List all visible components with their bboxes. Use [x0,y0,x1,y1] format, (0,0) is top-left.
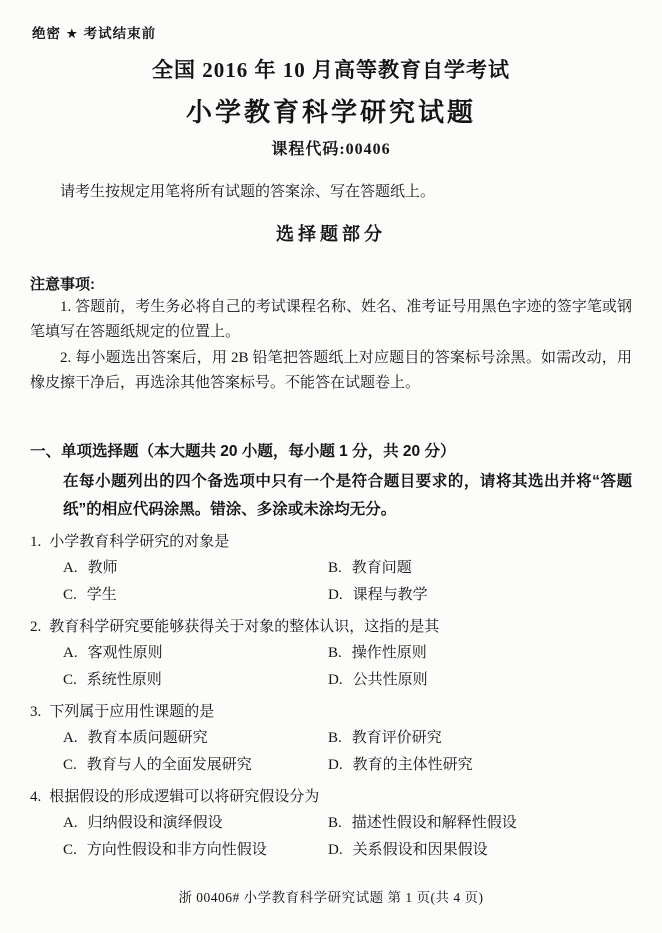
question-number: 3. [30,704,42,720]
question-2 [30,614,632,694]
option-a [63,555,328,582]
question-number: 1. [30,534,42,550]
option-d [328,837,632,864]
question-4 [30,784,632,864]
question-stem: 根据假设的形成逻辑可以将研究假设分为 [49,789,320,805]
question-1-text [30,529,632,555]
note-item-2: 2. 每小题选出答案后，用 2B 铅笔把答题纸上对应题目的答案标号涂黑。如需改动，用橡皮擦干净后，再选涂其他答案标号。不能答在试题卷上。 [30,350,632,391]
question-1-options [63,555,632,609]
option-a [63,640,328,667]
option-text: 教师 [87,560,118,576]
note-item-1: 1. 答题前，考生务必将自己的考试课程名称、姓名、准考证号用黑色字迹的签字笔或钢笔填写在答题纸规定的位置上。 [30,299,632,340]
option-text: 描述性假设和解释性假设 [351,815,517,831]
option-text: 关系假设和因果假设 [352,842,488,858]
question-3-options [63,725,632,779]
question-4-text [30,784,632,810]
option-text: 教育问题 [351,560,412,576]
paper-title: 小学教育科学研究试题 [185,97,476,127]
course-code: 课程代码:00406 [271,141,391,158]
option-label: D. [328,757,343,773]
part-one-instruction: 在每小题列出的四个备选项中只有一个是符合题目要求的，请将其选出并将“答题纸”的相应代码涂黑。错涂、多涂或未涂均无分。 [63,473,632,518]
question-1 [30,529,632,609]
option-c [63,837,328,864]
question-stem: 下列属于应用性课题的是 [49,704,215,720]
exam-session-title: 全国 2016 年 10 月高等教育自学考试 [152,58,510,82]
notes-title: 注意事项: [30,276,95,293]
option-text: 教育与人的全面发展研究 [86,757,252,773]
option-label: B. [328,645,342,661]
part-one-heading: 一、单项选择题（本大题共 20 小题，每小题 1 分，共 20 分） [30,443,456,460]
option-a [63,810,328,837]
option-label: A. [63,730,78,746]
option-label: C. [63,842,77,858]
option-b [328,810,632,837]
option-c [63,667,328,694]
option-text: 学生 [86,587,117,603]
option-label: D. [328,672,343,688]
question-stem: 小学教育科学研究的对象是 [49,534,230,550]
option-text: 教育本质问题研究 [87,730,208,746]
option-text: 教育的主体性研究 [352,757,473,773]
option-b [328,640,632,667]
option-label: C. [63,672,77,688]
section-title: 选择题部分 [276,224,386,244]
option-label: D. [328,842,343,858]
security-classification: 绝密 ★ 考试结束前 [32,26,157,41]
option-b [328,725,632,752]
question-4-options [63,810,632,864]
option-text: 客观性原则 [87,645,163,661]
page-footer: 浙 00406# 小学教育科学研究试题 第 1 页(共 4 页) [178,890,484,905]
question-stem: 教育科学研究要能够获得关于对象的整体认识，这指的是其 [49,619,440,635]
option-label: C. [63,587,77,603]
option-label: B. [328,560,342,576]
option-text: 系统性原则 [86,672,162,688]
option-label: B. [328,730,342,746]
option-d [328,667,632,694]
question-3 [30,699,632,779]
option-label: D. [328,587,343,603]
option-c [63,582,328,609]
question-2-text [30,614,632,640]
question-number: 2. [30,619,42,635]
option-text: 课程与教学 [352,587,428,603]
option-text: 教育评价研究 [351,730,442,746]
option-label: A. [63,815,78,831]
question-3-text [30,699,632,725]
option-text: 归纳假设和演绎假设 [87,815,223,831]
general-instruction: 请考生按规定用笔将所有试题的答案涂、写在答题纸上。 [60,184,436,200]
option-text: 方向性假设和非方向性假设 [86,842,267,858]
option-label: A. [63,560,78,576]
option-d [328,582,632,609]
option-b [328,555,632,582]
option-label: B. [328,815,342,831]
option-label: C. [63,757,77,773]
option-text: 公共性原则 [352,672,428,688]
option-c [63,752,328,779]
option-text: 操作性原则 [351,645,427,661]
question-number: 4. [30,789,42,805]
option-label: A. [63,645,78,661]
question-2-options [63,640,632,694]
option-d [328,752,632,779]
option-a [63,725,328,752]
